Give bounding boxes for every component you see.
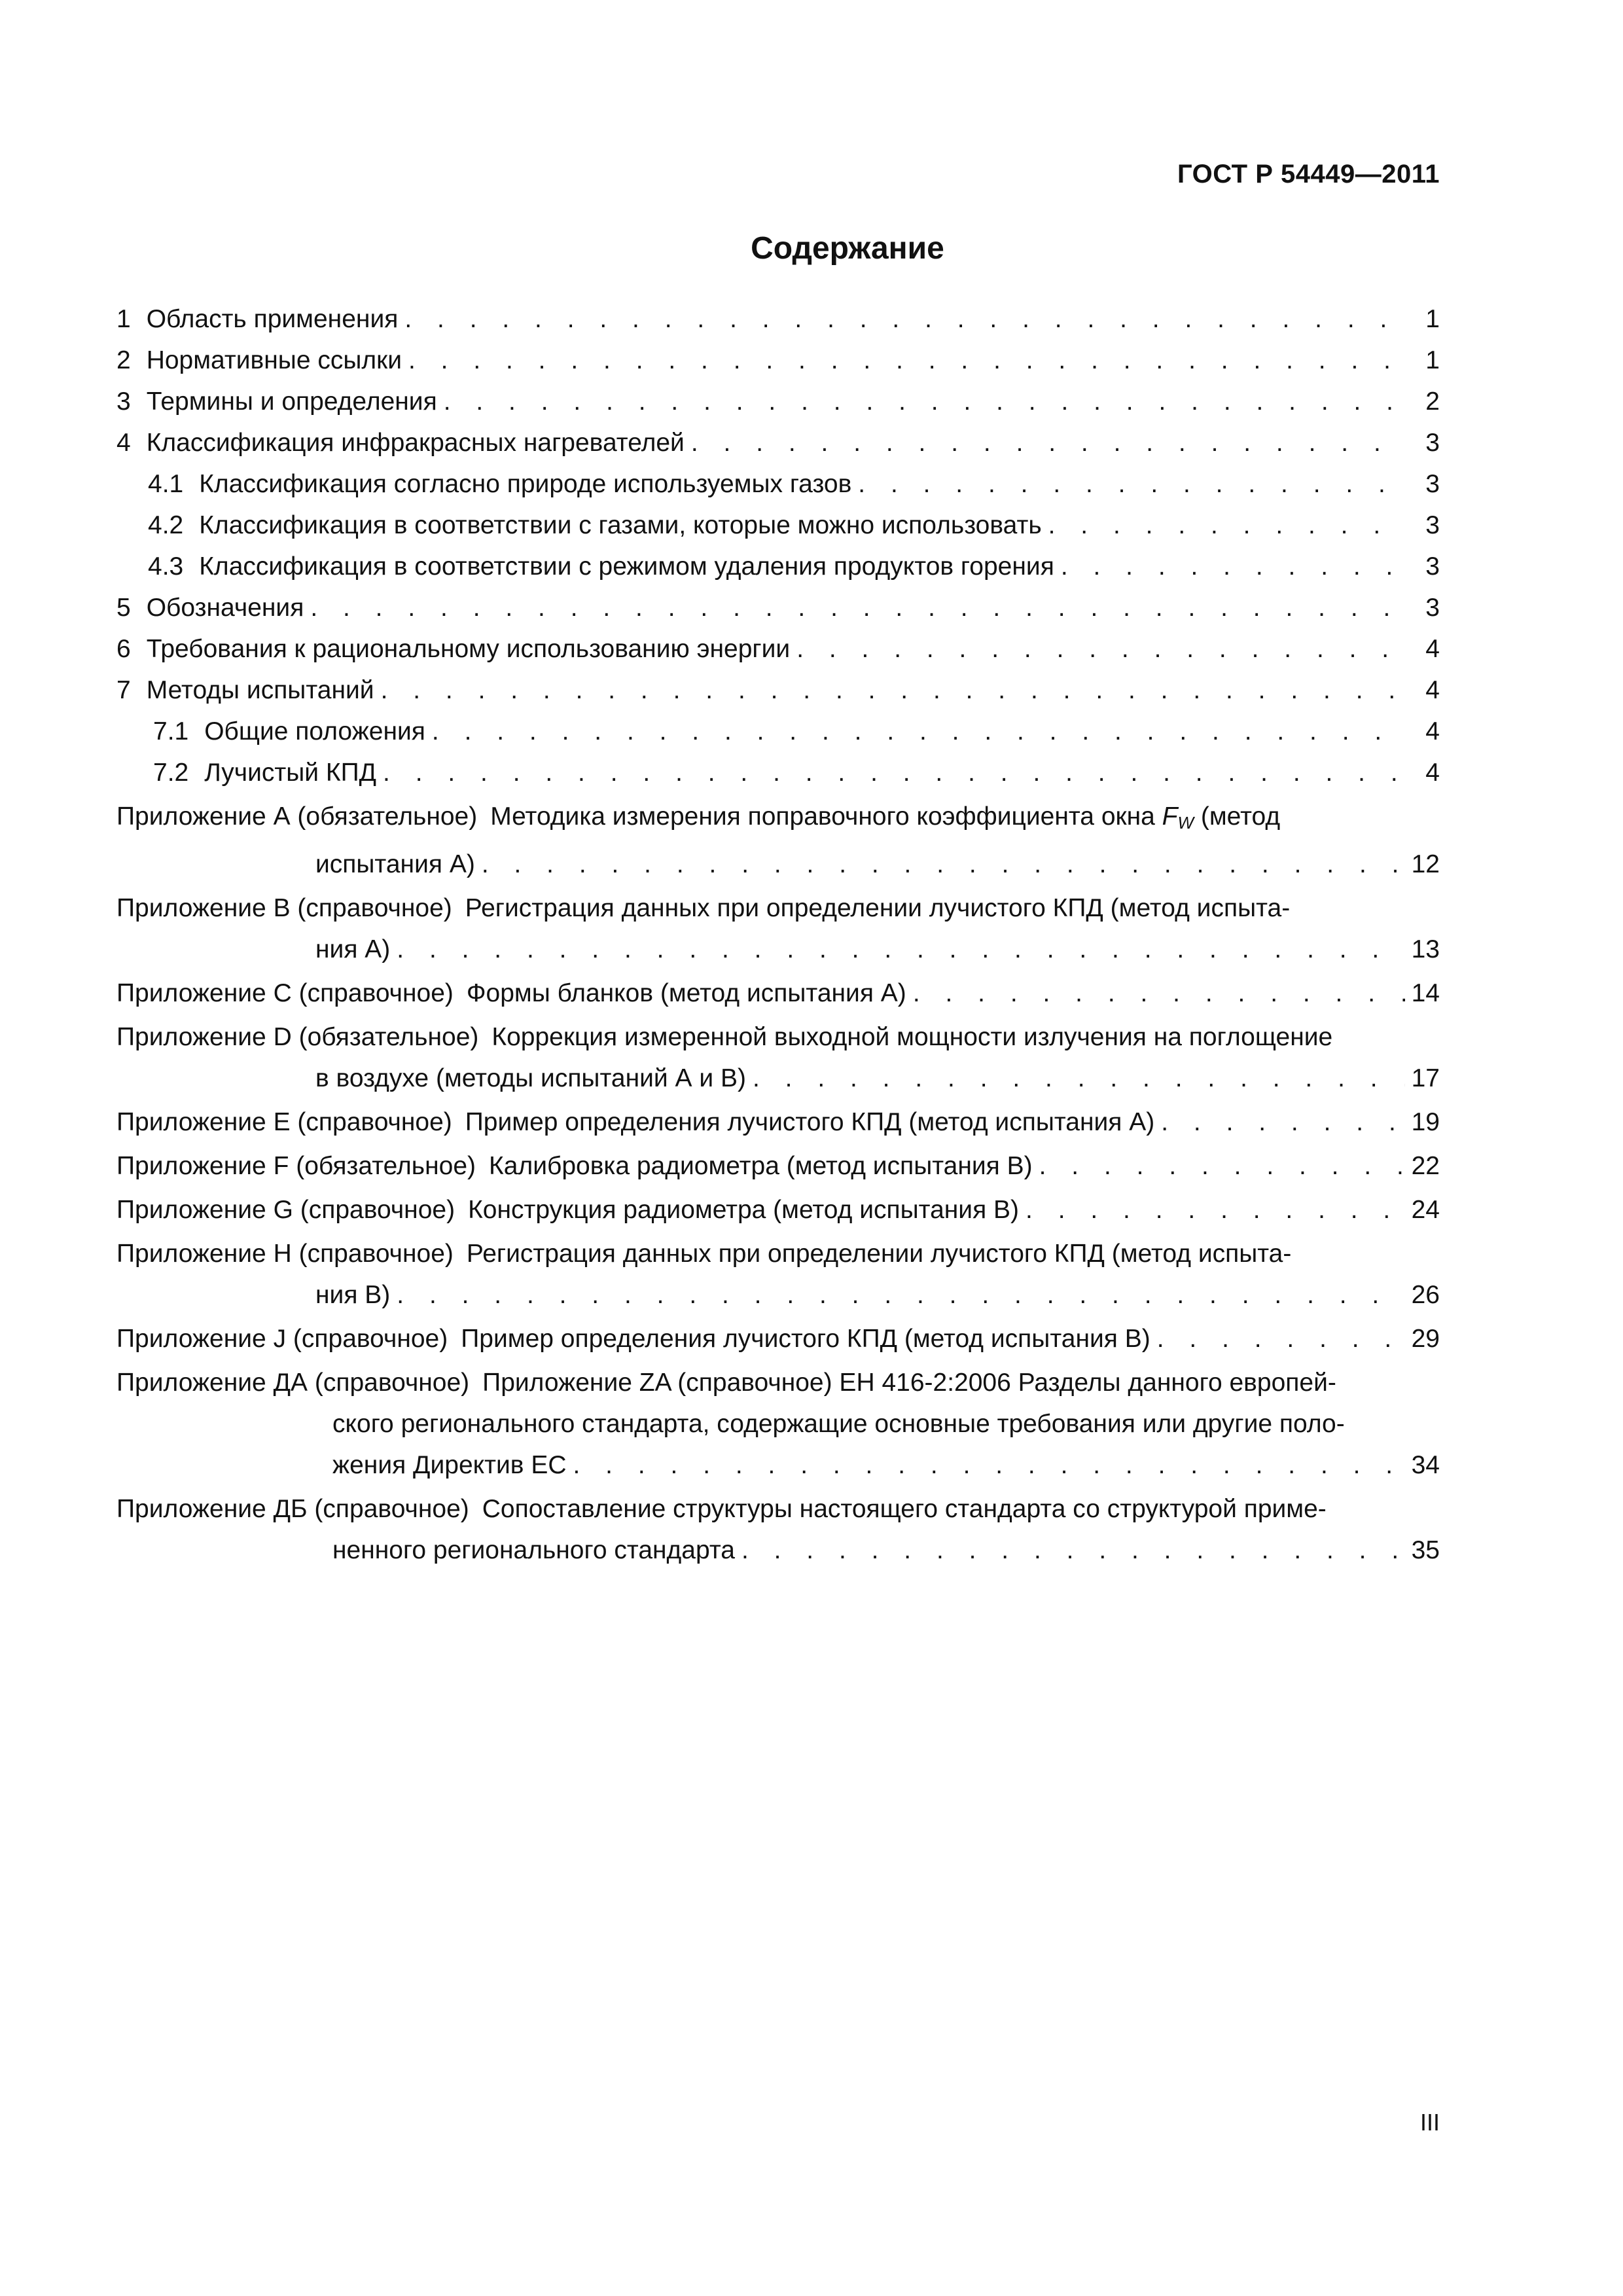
dot-leader: [404, 298, 1407, 340]
appendix-label: Приложение Н (справочное): [116, 1240, 454, 1268]
appendix-title-line: Регистрация данных при определении лучистого КПД (метод испыта-: [465, 894, 1291, 922]
appendix-title-line: испытания А): [315, 850, 475, 878]
appendix-title-line: Регистрация данных при определении лучистого КПД (метод испыта-: [466, 1240, 1292, 1268]
entry-number: 2: [116, 346, 131, 374]
appendix-title-line: Формы бланков (метод испытания А): [466, 979, 906, 1007]
window-factor-symbol: F: [1162, 802, 1178, 831]
appendix-label: Приложение J (справочное): [116, 1325, 448, 1353]
dot-leader: [691, 422, 1407, 463]
appendix-label: Приложение F (обязательное): [116, 1152, 476, 1180]
appendix-title-line: Пример определения лучистого КПД (метод испытания В): [461, 1325, 1150, 1353]
dot-leader: [310, 587, 1407, 628]
entry-page: 24: [1411, 1196, 1440, 1224]
entry-label: Область применения: [146, 305, 399, 333]
entry-page: 3: [1425, 594, 1440, 622]
toc-appendix-c[interactable]: [116, 973, 1440, 1014]
entry-label: Общие положения: [204, 717, 425, 745]
entry-page: 3: [1425, 429, 1440, 457]
entry-number: 7: [116, 676, 131, 704]
dot-leader: [1026, 1189, 1405, 1230]
entry-label: Лучистый КПД: [204, 759, 377, 787]
toc-appendix-b[interactable]: [116, 888, 1440, 970]
toc-appendix-h[interactable]: [116, 1233, 1440, 1316]
dot-leader: [1157, 1318, 1405, 1359]
toc-entry[interactable]: [116, 340, 1440, 381]
entry-number: 4.1: [148, 470, 184, 498]
entry-number: 1: [116, 305, 131, 333]
dot-leader: [913, 973, 1405, 1014]
appendix-title-line: ского регионального стандарта, содержащие основные требования или другие поло-: [332, 1410, 1345, 1438]
appendix-title-line: Пример определения лучистого КПД (метод испытания А): [465, 1108, 1155, 1136]
dot-leader: [753, 1058, 1405, 1099]
entry-page: 29: [1411, 1325, 1440, 1353]
dot-leader: [573, 1444, 1405, 1486]
entry-page: 19: [1411, 1108, 1440, 1136]
entry-number: 7.1: [153, 717, 189, 745]
dot-leader: [1061, 546, 1407, 587]
appendix-label: Приложение С (справочное): [116, 979, 454, 1007]
toc-entry[interactable]: [116, 381, 1440, 422]
entry-label: Методы испытаний: [146, 676, 374, 704]
toc-entry[interactable]: [116, 463, 1440, 505]
entry-page: 3: [1425, 470, 1440, 498]
dot-leader: [408, 340, 1407, 381]
entry-page: 4: [1425, 717, 1440, 745]
page-number: III: [1419, 2109, 1440, 2136]
entry-page: 12: [1411, 850, 1440, 878]
toc-entry[interactable]: [116, 587, 1440, 628]
entry-page: 3: [1425, 511, 1440, 539]
dot-leader: [432, 711, 1407, 752]
entry-page: 4: [1425, 635, 1440, 663]
dot-leader: [482, 844, 1405, 885]
dot-leader: [383, 752, 1407, 793]
document-code: ГОСТ Р 54449—2011: [1177, 160, 1440, 188]
appendix-label: Приложение В (справочное): [116, 894, 452, 922]
entry-page: 22: [1411, 1152, 1440, 1180]
toc-appendix-db[interactable]: [116, 1488, 1440, 1571]
toc-entry[interactable]: [116, 505, 1440, 546]
entry-page: 4: [1425, 759, 1440, 787]
entry-number: 3: [116, 387, 131, 416]
appendix-title-line: (метод: [1200, 802, 1281, 831]
dot-leader: [381, 670, 1407, 711]
entry-page: 1: [1425, 346, 1440, 374]
appendix-label: Приложение D (обязательное): [116, 1023, 479, 1051]
toc-entry[interactable]: [116, 752, 1440, 793]
dot-leader: [1039, 1145, 1405, 1187]
toc-appendix-e[interactable]: [116, 1102, 1440, 1143]
toc-entry[interactable]: [116, 670, 1440, 711]
appendix-label: Приложение G (справочное): [116, 1196, 455, 1224]
appendix-title-line: Коррекция измеренной выходной мощности излучения на поглощение: [491, 1023, 1333, 1051]
toc-entry[interactable]: [116, 546, 1440, 587]
entry-label: Классификация согласно природе используемых газов: [199, 470, 852, 498]
appendix-title-line: ния А): [315, 935, 391, 963]
appendix-label: Приложение ДА (справочное): [116, 1369, 470, 1397]
toc-entry[interactable]: [116, 628, 1440, 670]
entry-page: 4: [1425, 676, 1440, 704]
entry-number: 4.2: [148, 511, 184, 539]
dot-leader: [397, 1274, 1404, 1316]
entry-page: 3: [1425, 552, 1440, 581]
entry-number: 5: [116, 594, 131, 622]
entry-label: Требования к рациональному использованию энергии: [146, 635, 791, 663]
dot-leader: [444, 381, 1407, 422]
toc-title: Содержание: [751, 231, 944, 266]
appendix-title-line: жения Директив ЕС: [332, 1451, 567, 1479]
toc-appendix-j[interactable]: [116, 1318, 1440, 1359]
dot-leader: [1161, 1102, 1404, 1143]
toc-appendix-a[interactable]: [116, 796, 1440, 885]
dot-leader: [397, 929, 1404, 970]
appendix-label: Приложение А (обязательное): [116, 802, 478, 831]
appendix-title-line: в воздухе (методы испытаний А и В): [315, 1064, 746, 1092]
entry-page: 34: [1411, 1451, 1440, 1479]
entry-number: 4.3: [148, 552, 184, 581]
entry-label: Обозначения: [146, 594, 304, 622]
entry-page: 1: [1425, 305, 1440, 333]
entry-page: 2: [1425, 387, 1440, 416]
entry-page: 17: [1411, 1064, 1440, 1092]
dot-leader: [1048, 505, 1407, 546]
entry-page: 35: [1411, 1536, 1440, 1564]
dot-leader: [796, 628, 1407, 670]
entry-number: 6: [116, 635, 131, 663]
appendix-title-line: Калибровка радиометра (метод испытания В): [489, 1152, 1033, 1180]
window-factor-subscript: W: [1177, 813, 1194, 833]
appendix-label: Приложение Е (справочное): [116, 1108, 452, 1136]
appendix-title-line: Сопоставление структуры настоящего стандарта со структурой приме-: [482, 1495, 1327, 1523]
table-of-contents: [116, 298, 1440, 1571]
dot-leader: [858, 463, 1407, 505]
toc-appendix-f[interactable]: [116, 1145, 1440, 1187]
entry-label: Классификация инфракрасных нагревателей: [146, 429, 685, 457]
appendix-title-line: Методика измерения поправочного коэффициента окна: [490, 802, 1155, 831]
toc-appendix-da[interactable]: [116, 1362, 1440, 1486]
appendix-title-line: Приложение ZA (справочное) ЕН 416-2:2006 Разделы данного европей-: [482, 1369, 1336, 1397]
toc-appendix-g[interactable]: [116, 1189, 1440, 1230]
entry-page: 13: [1411, 935, 1440, 963]
toc-appendix-d[interactable]: [116, 1016, 1440, 1099]
appendix-label: Приложение ДБ (справочное): [116, 1495, 469, 1523]
entry-label: Нормативные ссылки: [146, 346, 402, 374]
appendix-title-line: ненного регионального стандарта: [332, 1536, 735, 1564]
entry-page: 26: [1411, 1281, 1440, 1309]
toc-entry[interactable]: [116, 711, 1440, 752]
entry-number: 7.2: [153, 759, 189, 787]
toc-entry[interactable]: [116, 298, 1440, 340]
appendix-title-line: ния В): [315, 1281, 391, 1309]
entry-label: Термины и определения: [146, 387, 437, 416]
entry-label: Классификация в соответствии с газами, которые можно использовать: [199, 511, 1042, 539]
entry-label: Классификация в соответствии с режимом удаления продуктов горения: [199, 552, 1054, 581]
entry-number: 4: [116, 429, 131, 457]
dot-leader: [741, 1530, 1405, 1571]
toc-entry[interactable]: [116, 422, 1440, 463]
entry-page: 14: [1411, 979, 1440, 1007]
appendix-title-line: Конструкция радиометра (метод испытания В): [468, 1196, 1020, 1224]
